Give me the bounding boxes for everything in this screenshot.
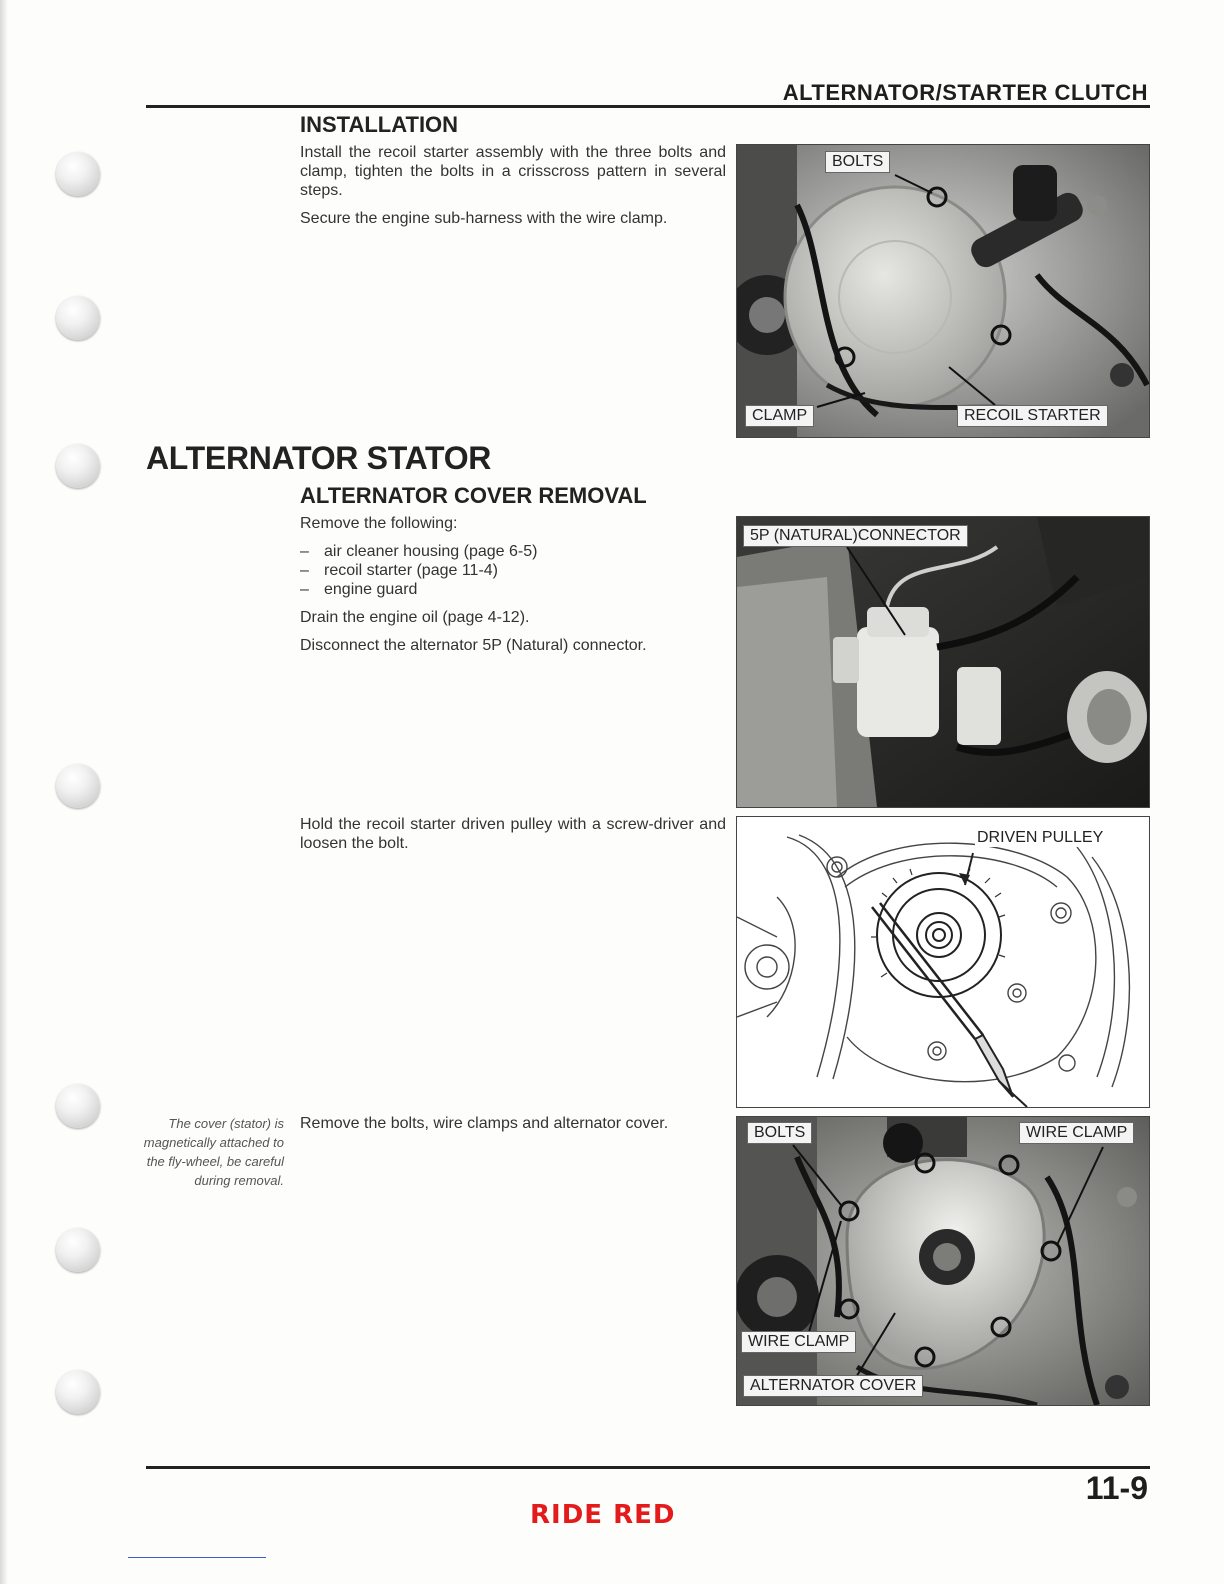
installation-heading: INSTALLATION [300, 112, 459, 137]
installation-paragraph: Install the recoil starter assembly with the three bolts and clamp, tighten the bolts in a crisscross pattern in several steps. [300, 144, 726, 199]
alternator-cover-callout: ALTERNATOR COVER [743, 1375, 923, 1397]
magnetic-cover-note: The cover (stator) is magnetically attached to the fly-wheel, be careful during removal. [143, 1116, 284, 1188]
header-rule [146, 105, 1150, 108]
hold-pulley-text: Hold the recoil starter driven pulley with a screw-driver and loosen the bolt. [300, 816, 726, 852]
cover-removal-text [300, 514, 726, 664]
footer-rule [146, 1466, 1150, 1469]
brand-logo: RIDE RED [530, 1500, 676, 1530]
recoil-starter-installation-photo [736, 144, 1150, 438]
disconnect-connector-text: Disconnect the alternator 5P (Natural) connector. [300, 637, 647, 654]
bolts-callout: BOLTS [825, 151, 890, 173]
removal-list [300, 542, 726, 599]
alternator-cover-photo [736, 1116, 1150, 1406]
footer-link-underline [128, 1557, 266, 1558]
connector-callout: 5P (NATURAL)CONNECTOR [743, 525, 968, 547]
drain-oil-text: Drain the engine oil (page 4-12). [300, 609, 530, 626]
list-item: – air cleaner housing (page 6-5) [300, 542, 726, 561]
binder-hole [56, 764, 100, 808]
list-item: – recoil starter (page 11-4) [300, 561, 726, 580]
running-head: ALTERNATOR/STARTER CLUTCH [782, 80, 1148, 105]
page-number: 11-9 [1085, 1470, 1148, 1506]
list-item: – engine guard [300, 580, 726, 599]
installation-paragraph: Secure the engine sub-harness with the wire clamp. [300, 210, 668, 227]
wire-clamp-callout: WIRE CLAMP [1019, 1122, 1134, 1144]
binder-hole [56, 1084, 100, 1128]
installation-text [300, 143, 726, 237]
recoil-starter-callout: RECOIL STARTER [957, 405, 1108, 427]
bolts-callout: BOLTS [747, 1122, 812, 1144]
driven-pulley-callout: DRIVEN PULLEY [977, 829, 1104, 846]
connector-photo [736, 516, 1150, 808]
binder-hole [56, 296, 100, 340]
page-edge-shadow [0, 0, 8, 1584]
alternator-stator-heading: ALTERNATOR STATOR [146, 440, 492, 476]
cover-removal-heading: ALTERNATOR COVER REMOVAL [300, 483, 647, 508]
binder-hole [56, 1228, 100, 1272]
binder-hole [56, 1370, 100, 1414]
driven-pulley-drawing [736, 816, 1150, 1108]
clamp-callout: CLAMP [745, 405, 814, 427]
binder-hole [56, 152, 100, 196]
remove-following-text: Remove the following: [300, 515, 458, 532]
wire-clamp-callout: WIRE CLAMP [741, 1331, 856, 1353]
remove-cover-text: Remove the bolts, wire clamps and alternator cover. [300, 1115, 669, 1132]
binder-hole [56, 444, 100, 488]
